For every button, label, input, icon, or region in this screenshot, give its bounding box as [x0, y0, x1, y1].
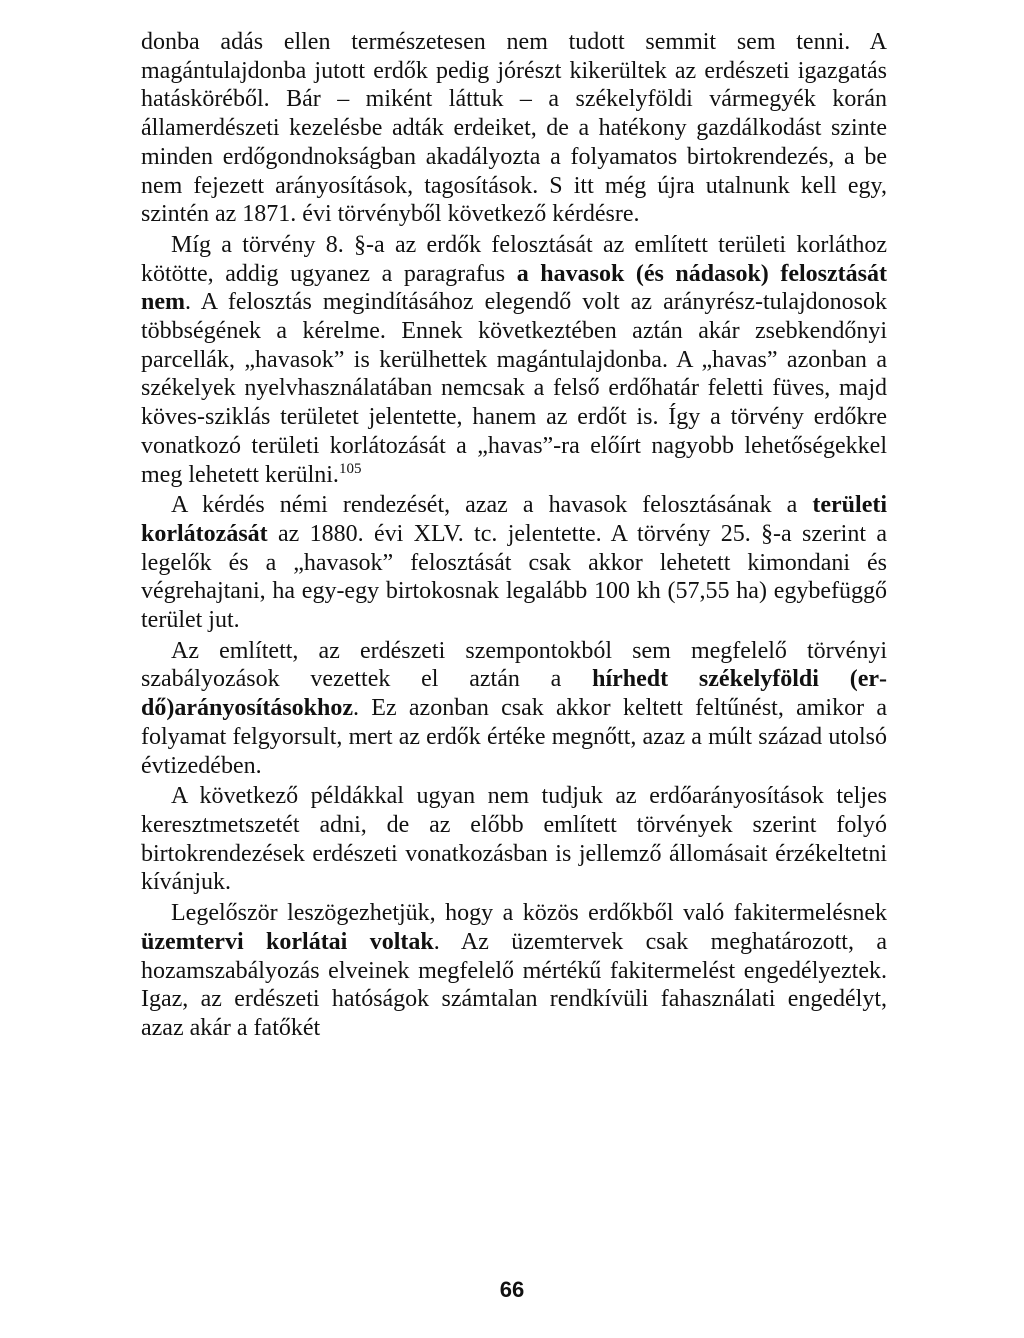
paragraph-2-bold-phrase: a havasok (és nádasok) felosztását nem: [141, 260, 887, 316]
paragraph-4: [141, 637, 887, 781]
paragraph-4-bold-phrase: hírhedt székelyföldi (erdő)arányosításokhoz: [141, 666, 888, 722]
paragraph-2: [141, 231, 887, 489]
paragraph-4-text-b: . Ez azonban csak akkor keltett feltűnést, amikor a folyamat felgyorsult, mert az erdők értéke megnőtt, azaz a múlt század utolsó évtizedében.: [141, 695, 887, 779]
footnote-reference-105: 105: [338, 460, 362, 477]
paragraph-5: [141, 782, 887, 897]
paragraph-1: [141, 28, 887, 229]
page-body: [141, 28, 887, 1043]
paragraph-3-text-b: az 1880. évi XLV. tc. jelentette. A törvény 25. §-a szerint a legelők és a „havasok” felosztását csak akkor lehetett kimondani és végrehajtani, ha egy-egy birtokosnak legalább 100 kh (57,55 ha) egybefüggő terület jut.: [141, 520, 887, 634]
paragraph-3-bold-phrase: területi korlátozását: [141, 492, 887, 547]
paragraph-6-text-a: Legelőször leszögezhetjük, hogy a közös erdőkből való fakitermelésnek: [171, 900, 887, 927]
paragraph-3-text-a: A kérdés némi rendezését, azaz a havasok felosztásának a: [171, 492, 813, 519]
paragraph-1-text: donba adás ellen természetesen nem tudott semmit sem tenni. A magántulajdonba jutott erdők pedig jórészt kikerültek az erdészeti igazgatás hatásköréből. Bár – miként láttuk – a székelyföldi vármegyék korán államerdészeti kezelésbe adták erdeiket, de a hatékony gazdálkodást szinte minden erdőgondnokságban akadályozta a folyamatos birtokrendezés, a be nem fejezett arányosítások, tagosítások. S itt még újra utalnunk kell egy, szintén az 1871. évi törvényből következő kérdésre.: [141, 29, 887, 228]
paragraph-5-text: A következő példákkal ugyan nem tudjuk az erdőarányosítások teljes keresztmetszetét adni, de az előbb említett törvények szerint folyó birtokrendezések erdészeti vonatkozásban is jellemző állomásait érzékeltetni kívánjuk.: [141, 783, 887, 896]
paragraph-6-bold-phrase: üzemtervi korlátai voltak: [141, 928, 434, 955]
paragraph-3: [141, 491, 887, 635]
paragraph-4-text-a: Az említett, az erdészeti szempontokból sem megfelelő törvényi szabályozások vezettek el aztán a: [141, 637, 887, 693]
paragraph-2-text-b: . A felosztás megindításához elegendő volt az arányrész-tulajdonosok többségének a kérelme. Ennek következtében aztán akár zsebkendőnyi parcellák, „havasok” is kerülhettek magántulajdonba. A „havas” azonban a székelyek nyelvhasználatában nemcsak a felső erdőhatár feletti füves, majd köves-sziklás területet jelentette, hanem az erdőt is. Így a törvény erdőkre vonatkozó területi korlátozását a „havas”-ra előírt nagyobb lehetőségekkel meg lehetett kerülni.: [141, 289, 887, 488]
paragraph-6-text-b: . Az üzemtervek csak meghatározott, a hozamszabályozás elveinek megfelelő mértékű fakitermelést engedélyeztek. Igaz, az erdészeti hatóságok számtalan rendkívüli fahasználati engedélyt, azaz akár a fatőkét: [141, 928, 888, 1041]
page-number: 66: [499, 1277, 525, 1302]
paragraph-6: [141, 899, 887, 1043]
paragraph-2-text-a: Míg a törvény 8. §-a az erdők felosztását az említett területi korláthoz kötötte, addig ugyanez a paragrafus: [141, 231, 887, 287]
